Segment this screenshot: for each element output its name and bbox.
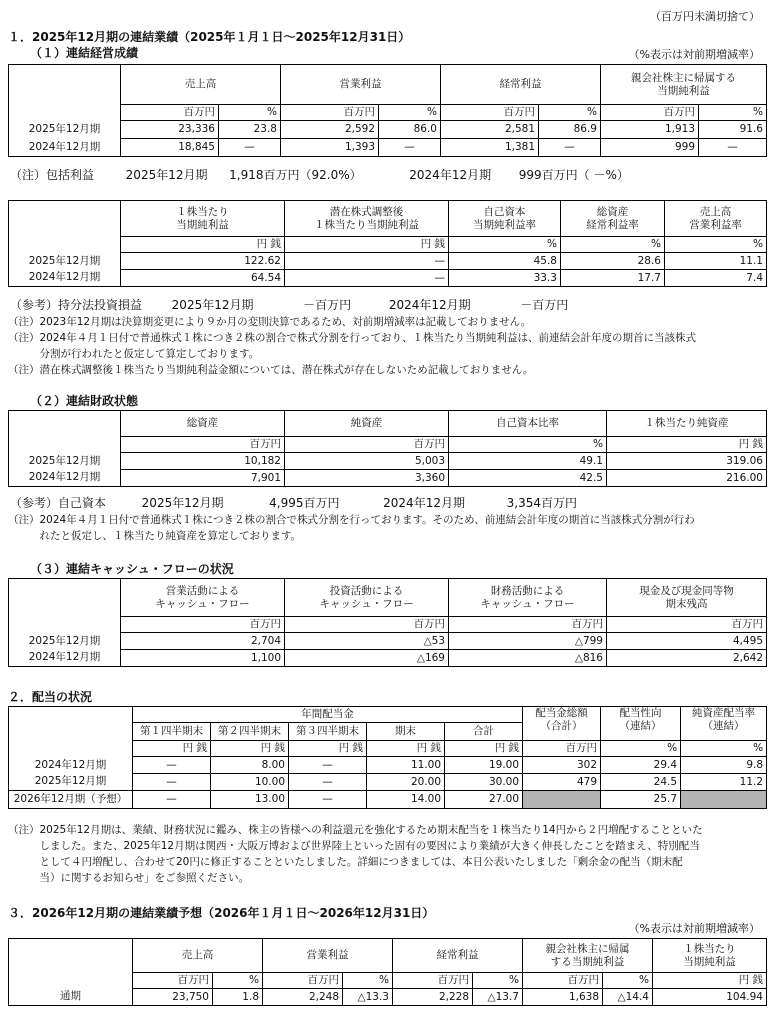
section1-sub1: （１）連結経営成績	[30, 46, 139, 60]
unit: 百万円	[449, 617, 607, 633]
cell: —	[289, 757, 367, 774]
col-diluted-eps: 潜在株式調整後 １株当たり当期純利益	[285, 201, 449, 237]
unit: 百万円	[133, 973, 213, 989]
row-label: 2024年12月期	[9, 139, 121, 157]
ref1-b: －百万円	[303, 298, 352, 312]
shaded-cell	[681, 791, 767, 809]
ref2-c: 2024年12月期	[383, 496, 465, 510]
unit: 円 銭	[285, 237, 449, 253]
cell: —	[289, 774, 367, 791]
corner-cell	[9, 65, 121, 105]
unit: %	[449, 437, 607, 453]
forecast-table	[8, 938, 767, 1006]
shaded-cell	[523, 791, 601, 809]
cell: 2,228	[393, 989, 473, 1006]
ref1-d: －百万円	[520, 298, 569, 312]
col-total-assets: 総資産	[121, 411, 285, 437]
unit: 円 銭	[211, 741, 289, 757]
unit: %	[379, 105, 441, 121]
dividend-table	[8, 706, 767, 809]
cell: 23,336	[121, 121, 219, 139]
col-operating-cf: 営業活動による キャッシュ・フロー	[121, 579, 285, 617]
ref2-b: 4,995百万円	[269, 496, 340, 510]
section3-title: ３．2026年12月期の連結業績予想（2026年１月１日～2026年12月31日）	[8, 906, 435, 920]
unit: 百万円	[121, 437, 285, 453]
section1-sub3: （３）連結キャッシュ・フローの状況	[30, 562, 234, 576]
unit: 円 銭	[121, 237, 285, 253]
unit: %	[219, 105, 281, 121]
ci-d: 999百万円（ －%）	[518, 168, 629, 182]
row-label: 2025年12月期	[9, 453, 121, 470]
cell: 5,003	[285, 453, 449, 470]
cell: 9.8	[681, 757, 767, 774]
cell: 17.7	[561, 270, 665, 287]
col-year-end: 期末	[367, 723, 445, 741]
row-label: 2024年12月期	[9, 650, 121, 667]
financial-position-table	[8, 410, 767, 487]
unit: 百万円	[607, 617, 767, 633]
cell: 3,360	[285, 470, 449, 487]
cell: 45.8	[449, 253, 561, 270]
ci-label: （注）包括利益	[10, 168, 95, 182]
cell: 64.54	[121, 270, 285, 287]
cell: 1,913	[601, 121, 699, 139]
cell: 2,248	[263, 989, 343, 1006]
cell: △169	[285, 650, 449, 667]
unit: 百万円	[263, 973, 343, 989]
cell: —	[285, 270, 449, 287]
col-op-income: 営業利益	[281, 65, 441, 105]
cell: 27.00	[445, 791, 523, 809]
pct-note-1: （%表示は対前期増減率）	[628, 48, 760, 61]
col-equity-ratio: 自己資本比率	[449, 411, 607, 437]
ci-b: 1,918百万円（92.0%）	[229, 168, 362, 182]
ref2-a: 2025年12月期	[141, 496, 224, 510]
cell: 20.00	[367, 774, 445, 791]
table-row	[9, 633, 767, 650]
cell: —	[699, 139, 767, 157]
col-roe: 自己資本 当期純利益率	[449, 201, 561, 237]
unit: %	[449, 237, 561, 253]
cell: 24.5	[601, 774, 681, 791]
cell: 8.00	[211, 757, 289, 774]
section1-sub2: （２）連結財政状態	[30, 394, 139, 408]
col-cash-balance: 現金及び現金同等物 期末残高	[607, 579, 767, 617]
cell: 1.8	[213, 989, 263, 1006]
cell: 1,381	[441, 139, 539, 157]
cell: 33.3	[449, 270, 561, 287]
unit: %	[603, 973, 653, 989]
rounding-note: （百万円未満切捨て）	[650, 10, 760, 23]
unit: %	[343, 973, 393, 989]
row-label: 2024年12月期	[9, 270, 121, 287]
cell: 999	[601, 139, 699, 157]
row-label: 2025年12月期	[9, 121, 121, 139]
note-1: （注）2023年12月期は決算期変更により９か月の変則決算であるため、対前期増減率は記載しておりません。	[8, 316, 532, 328]
cell: 11.1	[665, 253, 767, 270]
row-label: 2025年12月期	[9, 253, 121, 270]
note-2: （注）2024年４月１日付で普通株式１株につき２株の割合で株式分割を行っており、１株当たり当期純利益は、前連結会計年度の期首に当該株式 分割が行われたと仮定して算定しております。	[8, 332, 697, 360]
col-total: 合計	[445, 723, 523, 741]
unit: 円 銭	[607, 437, 767, 453]
cell: 49.1	[449, 453, 607, 470]
cell: 13.00	[211, 791, 289, 809]
cell: —	[133, 791, 211, 809]
cell: 11.00	[367, 757, 445, 774]
cell: 1,393	[281, 139, 379, 157]
cell: 2,704	[121, 633, 285, 650]
ci-c: 2024年12月期	[409, 168, 492, 182]
cell: 10.00	[211, 774, 289, 791]
unit: %	[539, 105, 601, 121]
row-label: 2024年12月期	[9, 470, 121, 487]
col-annual-dividend: 年間配当金	[133, 707, 523, 723]
col-net-income: 親会社株主に帰属する 当期純利益	[601, 65, 767, 105]
comprehensive-income	[10, 166, 629, 183]
equity-ref	[10, 494, 577, 511]
cell: 216.00	[607, 470, 767, 487]
unit: 百万円	[285, 437, 449, 453]
cell: △13.7	[473, 989, 523, 1006]
col-investing-cf: 投資活動による キャッシュ・フロー	[285, 579, 449, 617]
cell: △13.3	[343, 989, 393, 1006]
table-row	[9, 453, 767, 470]
unit: 百万円	[281, 105, 379, 121]
col-sales: 売上高	[133, 939, 263, 973]
unit: 百万円	[285, 617, 449, 633]
table-row	[9, 139, 767, 157]
table-row	[9, 757, 767, 774]
cell: 91.6	[699, 121, 767, 139]
row-label: 2025年12月期	[9, 774, 133, 791]
cell: 29.4	[601, 757, 681, 774]
ref1-label: （参考）持分法投資損益	[10, 298, 143, 312]
cell: —	[379, 139, 441, 157]
row-label: 2025年12月期	[9, 633, 121, 650]
unit: 円 銭	[367, 741, 445, 757]
unit: 百万円	[523, 741, 601, 757]
note-4: （注）2024年４月１日付で普通株式１株につき２株の割合で株式分割を行っております。そのため、前連結会計年度の期首に当該株式分割が行わ れたと仮定し、１株当たり純資産を算定しております。	[8, 514, 695, 542]
row-label: 通期	[9, 989, 133, 1006]
unit: %	[665, 237, 767, 253]
cell: △53	[285, 633, 449, 650]
cell: 11.2	[681, 774, 767, 791]
cell: —	[133, 774, 211, 791]
col-q1: 第１四半期末	[133, 723, 211, 741]
col-op-margin: 売上高 営業利益率	[665, 201, 767, 237]
cell: —	[285, 253, 449, 270]
cell: △816	[449, 650, 607, 667]
unit: 円 銭	[653, 973, 767, 989]
col-bps: １株当たり純資産	[607, 411, 767, 437]
unit: 百万円	[121, 617, 285, 633]
cell: 2,592	[281, 121, 379, 139]
cell: —	[289, 791, 367, 809]
unit: %	[473, 973, 523, 989]
results-table	[8, 64, 767, 157]
table-row	[9, 470, 767, 487]
cell: 302	[523, 757, 601, 774]
table-row	[9, 989, 767, 1006]
col-sales: 売上高	[121, 65, 281, 105]
col-op-income: 営業利益	[263, 939, 393, 973]
ref1-a: 2025年12月期	[171, 298, 254, 312]
per-share-table	[8, 200, 767, 287]
table-row	[9, 121, 767, 139]
col-net-income: 親会社株主に帰属 する当期純利益	[523, 939, 653, 973]
ci-a: 2025年12月期	[125, 168, 208, 182]
cell: 7,901	[121, 470, 285, 487]
cell: 7.4	[665, 270, 767, 287]
col-eps: １株当たり 当期純利益	[653, 939, 767, 973]
col-q3: 第３四半期末	[289, 723, 367, 741]
col-q2: 第２四半期末	[211, 723, 289, 741]
unit: %	[699, 105, 767, 121]
cell: 30.00	[445, 774, 523, 791]
cell: 86.0	[379, 121, 441, 139]
unit: %	[601, 741, 681, 757]
cell: 42.5	[449, 470, 607, 487]
table-row	[9, 774, 767, 791]
cell: 2,642	[607, 650, 767, 667]
ref2-d: 3,354百万円	[506, 496, 577, 510]
cell: 104.94	[653, 989, 767, 1006]
cell: 14.00	[367, 791, 445, 809]
ref1-c: 2024年12月期	[388, 298, 471, 312]
cell: 319.06	[607, 453, 767, 470]
cell: 479	[523, 774, 601, 791]
cell: —	[539, 139, 601, 157]
table-row	[9, 791, 767, 809]
table-row	[9, 253, 767, 270]
col-net-assets: 純資産	[285, 411, 449, 437]
cell: —	[219, 139, 281, 157]
col-total-dividend: 配当金総額 （合計）	[523, 707, 601, 741]
col-ord-income: 経常利益	[393, 939, 523, 973]
cell: 1,100	[121, 650, 285, 667]
cell: 4,495	[607, 633, 767, 650]
cell: 25.7	[601, 791, 681, 809]
col-doe: 純資産配当率 （連結）	[681, 707, 767, 741]
cell: 1,638	[523, 989, 603, 1006]
ref2-label: （参考）自己資本	[10, 496, 107, 510]
col-ord-income: 経常利益	[441, 65, 601, 105]
cell: 19.00	[445, 757, 523, 774]
cell: 122.62	[121, 253, 285, 270]
col-roa: 総資産 経常利益率	[561, 201, 665, 237]
equity-method-ref	[10, 296, 568, 313]
cell: 18,845	[121, 139, 219, 157]
cell: △14.4	[603, 989, 653, 1006]
unit: %	[213, 973, 263, 989]
col-payout-ratio: 配当性向 （連結）	[601, 707, 681, 741]
section1-title: １．2025年12月期の連結業績（2025年１月１日～2025年12月31日）	[8, 30, 411, 44]
cash-flow-table	[8, 578, 767, 667]
cell: △799	[449, 633, 607, 650]
col-financing-cf: 財務活動による キャッシュ・フロー	[449, 579, 607, 617]
unit: 円 銭	[133, 741, 211, 757]
table-row	[9, 650, 767, 667]
unit: 円 銭	[289, 741, 367, 757]
cell: 28.6	[561, 253, 665, 270]
cell: 10,182	[121, 453, 285, 470]
note-5: （注）2025年12月期は、業績、財務状況に鑑み、株主の皆様への利益還元を強化するため期末配当を１株当たり14円から２円増配することといた しました。また、2025年12月期は関西・大阪万博および世界陸上といった固有の要因により業績が大きく伸長したことを踏まえ、特別配当 として４円増配し、合わせて20円に修正することといたしました。詳細につきましては、本日公表いたしました「剰余金の配当（期末配 当）に関するお知らせ」をご参照ください。	[8, 824, 703, 884]
row-label: 2024年12月期	[9, 757, 133, 774]
cell: 86.9	[539, 121, 601, 139]
col-eps: １株当たり 当期純利益	[121, 201, 285, 237]
unit: 百万円	[121, 105, 219, 121]
section2-title: ２．配当の状況	[8, 690, 93, 704]
cell: 2,581	[441, 121, 539, 139]
cell: —	[133, 757, 211, 774]
table-row	[9, 270, 767, 287]
cell: 23.8	[219, 121, 281, 139]
cell: 23,750	[133, 989, 213, 1006]
note-3: （注）潜在株式調整後１株当たり当期純利益金額については、潜在株式が存在しないため記載しておりません。	[8, 364, 534, 376]
unit: 百万円	[393, 973, 473, 989]
unit: %	[561, 237, 665, 253]
unit: 百万円	[523, 973, 603, 989]
unit: 百万円	[441, 105, 539, 121]
pct-note-2: （%表示は対前期増減率）	[628, 922, 760, 935]
unit: %	[681, 741, 767, 757]
unit: 百万円	[601, 105, 699, 121]
unit: 円 銭	[445, 741, 523, 757]
row-label: 2026年12月期（予想）	[9, 791, 133, 809]
